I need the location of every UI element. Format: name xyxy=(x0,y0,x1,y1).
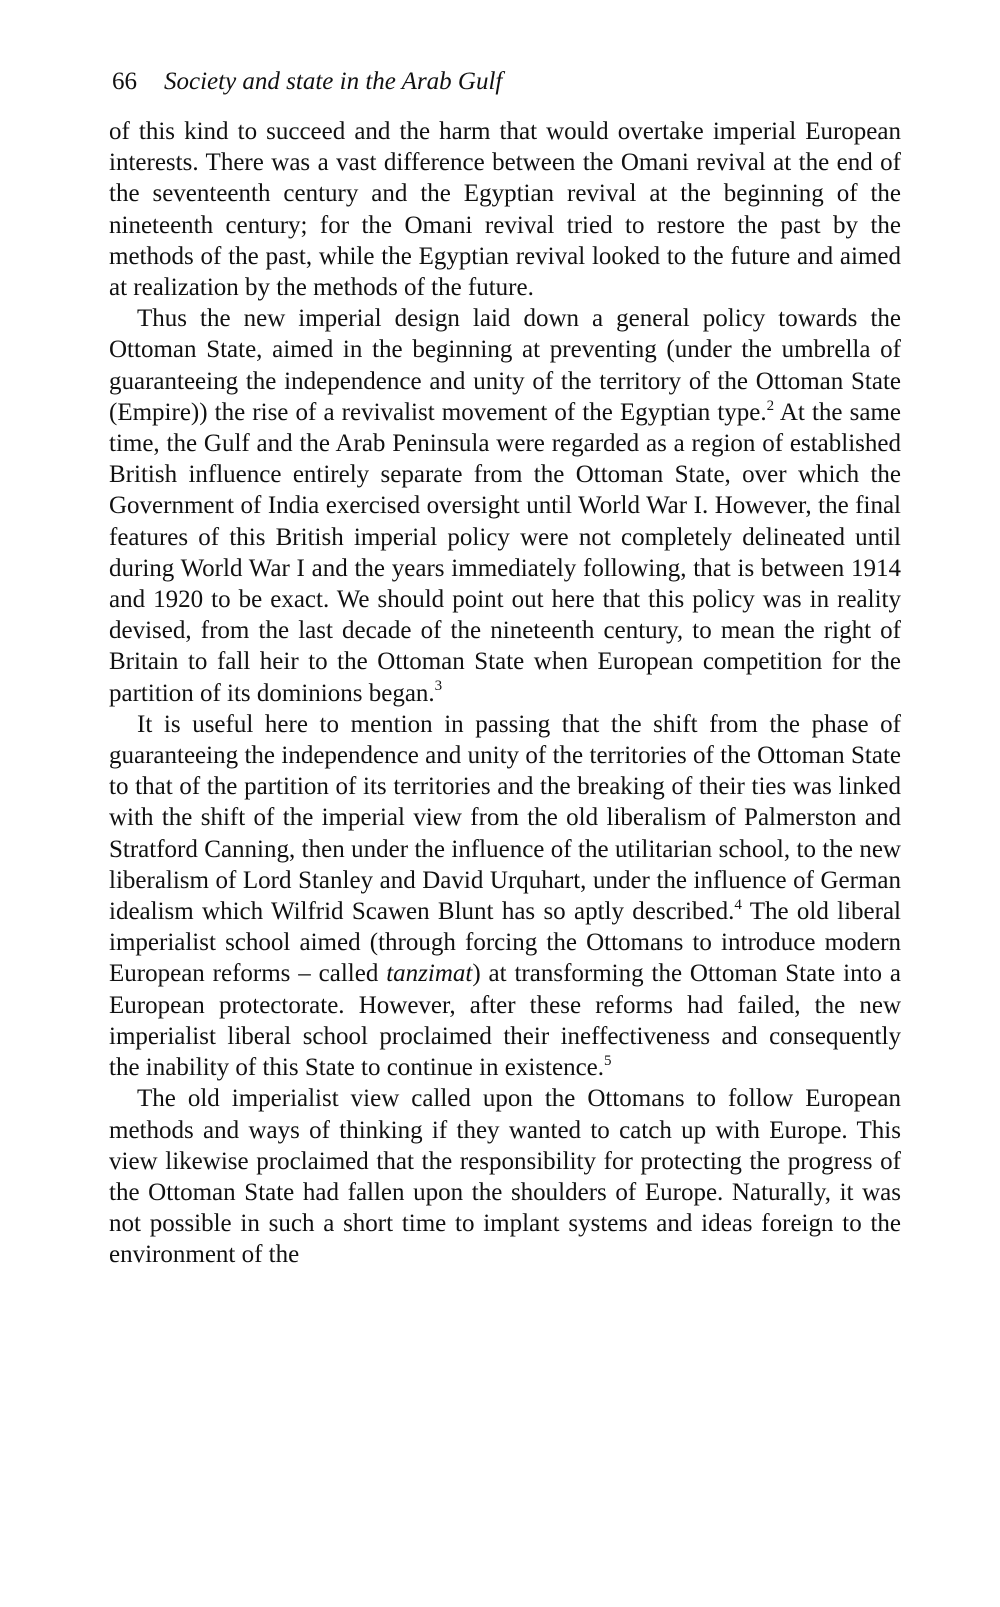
paragraph-text: At the same time, the Gulf and the Arab Peninsula were regarded as a region of established British influence entirely separate from the Ottoman State, over which the Government of India exercised oversight until World War I. However, the final features of this British imperial policy were not completely delineated until during World War I and the years immediately following, that is between 1914 and 1920 to be exact. We should point out here that this policy was in reality devised, from the last decade of the nineteenth century, to mean the right of Britain to fall heir to the Ottoman State when European competition for the partition of its dominions began. xyxy=(109,398,901,707)
paragraph-text: It is useful here to mention in passing that the shift from the phase of guaranteeing the independence and unity of the territories of the Ottoman State to that of the partition of its territories and the breaking of their ties was linked with the shift of the imperial view from the old liberalism of Palmerston and Stratford Canning, then under the influence of the utilitarian school, to the new liberalism of Lord Stanley and David Urquhart, under the influence of German idealism which Wilfrid Scawen Blunt has so aptly described. xyxy=(109,710,901,926)
running-title: Society and state in the Arab Gulf xyxy=(164,68,503,95)
paragraph-text: The old liberal imperialist school aimed (through forcing the Ottomans to introduce modern European reforms – called xyxy=(109,898,902,988)
paragraph-imperial-design xyxy=(109,303,901,709)
paragraph-old-imperialist-view: The old imperialist view called upon the Ottomans to follow European methods and ways of thinking if they wanted to catch up with Europe. This view likewise proclaimed that the responsibility for protecting the progress of the Ottoman State had fallen upon the shoulders of Europe. Naturally, it was not possible in such a short time to implant systems and ideas foreign to the environment of the xyxy=(109,1085,901,1269)
running-head xyxy=(112,64,902,100)
footnote-marker: 5 xyxy=(604,1052,612,1069)
paragraph-text: Thus the new imperial design laid down a general policy towards the Ottoman State, aimed in the beginning at preventing (under the umbrella of guaranteeing the independence and unity of the territory of the Ottoman State (Empire)) the rise of a revivalist movement of the Egyptian type. xyxy=(109,305,901,426)
footnote-marker: 4 xyxy=(734,896,742,913)
footnote-marker: 2 xyxy=(766,397,775,414)
italic-term: tanzimat xyxy=(386,960,473,988)
paragraph-text: ) at transforming the Ottoman State into a European protectorate. However, after these reforms had failed, the new imperialist liberal school proclaimed their ineffectiveness and consequently the inability of this State to continue in existence. xyxy=(109,960,902,1082)
paragraph-liberalism-shift xyxy=(109,709,901,1083)
page-number: 66 xyxy=(112,68,137,95)
footnote-marker: 3 xyxy=(434,678,443,695)
body-text xyxy=(109,116,901,1271)
paragraph-continuation: of this kind to succeed and the harm that would overtake imperial European interests. There was a vast difference between the Omani revival at the end of the seventeenth century and the Egyptian revival at the beginning of the nineteenth century; for the Omani revival tried to restore the past by the methods of the past, while the Egyptian revival looked to the future and aimed at realization by the methods of the future. xyxy=(109,118,901,302)
